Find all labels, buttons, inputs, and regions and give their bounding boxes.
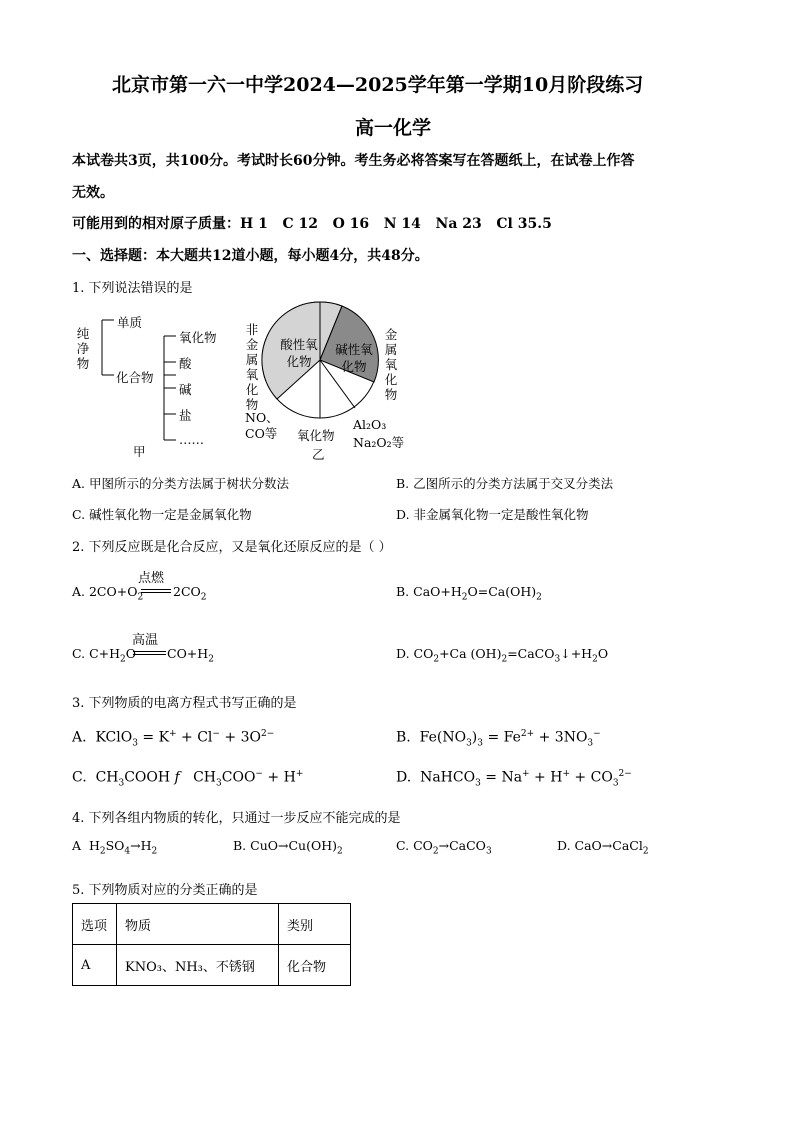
jia-root: 纯净物 [76,326,90,371]
yi-basic-oxide: 碱性氧化物 [335,342,373,374]
jia-branch-compound: 化合物 [116,370,154,385]
yi-acidic-oxide: 酸性氧化物 [280,337,318,369]
q4-stem: 4. 下列各组内物质的转化，只通过一步反应不能完成的是 [72,811,401,826]
q2-option-b: B. $CaO+H_2O=Ca(OH)_2$ [396,584,542,603]
table-row [73,945,351,986]
q3-option-c: C. $CH_3COOH$ f $CH_3COO^- + H^+$ [72,769,304,789]
yi-na2o2: Na₂O₂等 [353,435,405,450]
q1-stem: 1. 下列说法错误的是 [72,281,193,296]
jia-leaf-acid: 酸 [179,356,192,371]
yi-nonmetal-oxide: 非金属氧化物 [245,322,259,412]
jia-leaf-oxide: 氧化物 [179,330,217,345]
q2-c-equals [133,651,166,655]
q3-stem: 3. 下列物质的电离方程式书写正确的是 [72,696,297,711]
q1-option-c: C. 碱性氧化物一定是金属氧化物 [72,507,252,522]
q1-option-a: A. 甲图所示的分类方法属于树状分数法 [72,476,289,491]
instructions-line2: 无效。 [72,185,114,201]
q2-c-left: $C+H_2O$ [89,646,137,665]
yi-caption: 乙 [312,447,325,462]
q4-option-a: A $H_2SO_4\to H_2$ [72,838,158,857]
q2-a-label: A. [72,584,89,599]
yi-al2o3: Al₂O₃ [353,417,387,432]
q1-option-d: D. 非金属氧化物一定是酸性氧化物 [396,507,589,522]
q2-a-condition: 点燃 [138,571,165,586]
table-header-cell: 类别 [279,904,351,945]
table-cell: 化合物 [279,945,351,986]
jia-branch-simple: 单质 [117,315,143,330]
subject-title: 高一化学 [355,117,432,139]
jia-caption: 甲 [133,444,146,459]
q4-option-c: C. $CO_2\to CaCO_3$ [396,838,492,857]
q2-a-equals [141,589,171,593]
q2-c-label: C. [72,646,90,661]
q5-table [72,903,351,986]
q2-c-condition: 高温 [132,633,159,648]
table-cell: KNO₃、NH₃、不锈钢 [117,945,279,986]
q2-option-d: D. $CO_2+Ca$ $(OH)_2=CaCO_3↓+H_2O$ [396,646,609,665]
q4-option-d: D. CaO→CaCl$_2$ [557,838,649,857]
jia-leaf-etc: …… [179,432,204,447]
q3-option-d: D. NaHCO$_3$ = $Na^+ + H^+ + CO_3^{2-}$ [396,769,632,789]
jia-leaf-base: 碱 [179,382,192,397]
section-heading: 一、选择题：本大题共12道小题，每小题4分，共48分。 [72,248,429,264]
table-header-cell: 选项 [73,904,117,945]
table-header-row [73,904,351,945]
q4-option-b: B. $CuO\to Cu(OH)_2$ [233,838,343,857]
q5-stem: 5. 下列物质对应的分类正确的是 [72,883,258,898]
q3-option-a: A. KClO$_3$ = $K^+ + Cl^- + 3O^{2-}$ [72,729,275,749]
yi-metal-oxide: 金属氧化物 [384,327,398,402]
atomic-masses: 可能用到的相对原子质量：H 1 C 12 O 16 N 14 Na 23 Cl 35.5 [72,216,552,232]
q2-c-right: $CO+H_2$ [167,646,214,665]
jia-leaf-salt: 盐 [179,408,192,423]
q2-a-left: $2CO+O_2$ [88,584,144,603]
yi-bottom-oxide: 氧化物 [297,428,335,443]
q3-option-b: B. $Fe(NO_3)_3 = Fe^{2+} + 3NO_3^-$ [396,729,601,749]
q2-stem: 2. 下列反应既是化合反应，又是氧化还原反应的是（ ） [72,540,392,555]
table-cell: A [73,945,117,986]
q1-option-b: B. 乙图所示的分类方法属于交叉分类法 [396,476,614,491]
q2-a-right: $2CO_2$ [173,584,207,603]
table-header-cell: 物质 [117,904,279,945]
instructions-line1: 本试卷共3页，共100分。考试时长60分钟。考生务必将答案写在答题纸上，在试卷上作答 [72,153,635,169]
exam-title: 北京市第一六一中学2024—2025学年第一学期10月阶段练习 [112,74,644,96]
yi-no-co: NO、CO等 [245,410,279,441]
